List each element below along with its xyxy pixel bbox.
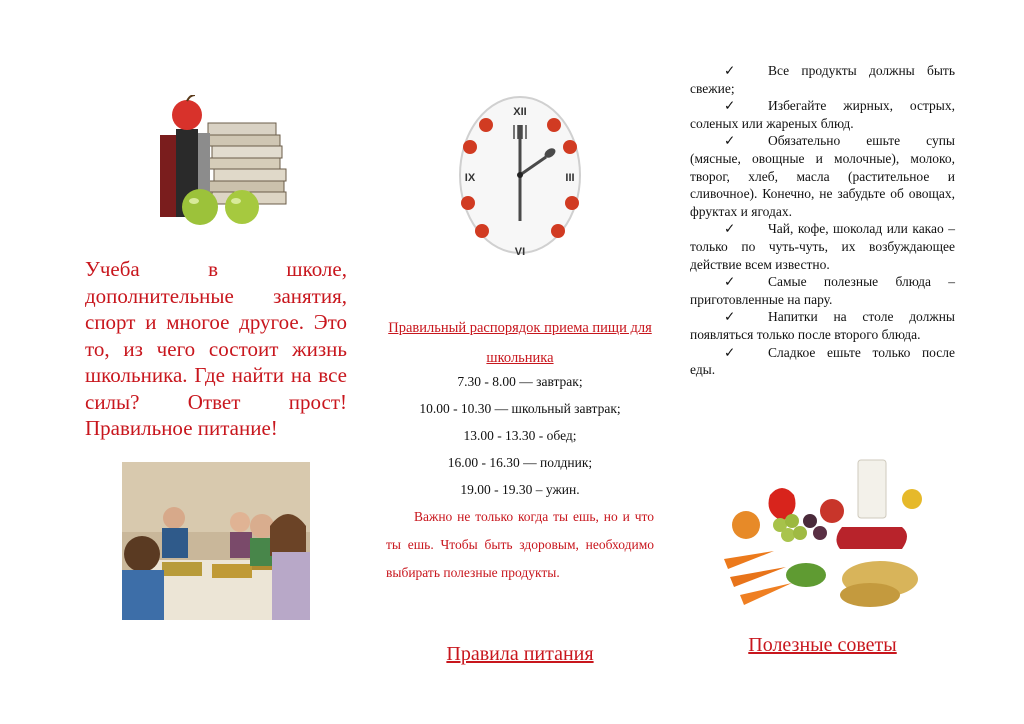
schedule-item: 19.00 - 19.30 – ужин. [460, 482, 580, 497]
tips-list [690, 62, 955, 379]
tip-text: Избегайте жирных, острых, соленых или жареных блюд. [690, 98, 955, 131]
check-icon: ✓ [724, 344, 736, 360]
check-icon: ✓ [724, 221, 736, 237]
check-icon: ✓ [724, 63, 736, 78]
clock-numeral-xii: XII [513, 106, 527, 118]
check-icon: ✓ [724, 98, 736, 114]
students-at-lunch-photo [122, 462, 310, 620]
books-apples-illustration [150, 95, 300, 230]
left-panel [70, 0, 370, 724]
tip-item [690, 132, 955, 220]
intro-text: Учеба в школе, дополнительные занятия, спорт и многое другое. Это то, из чего состоит жизнь школьника. Где найти на все силы? Ответ прост! Правильное питание! [85, 257, 347, 440]
schedule-item: 16.00 - 16.30 — полдник; [447, 455, 593, 470]
check-icon: ✓ [724, 133, 736, 149]
tip-text: Обязательно ешьте супы (мясные, овощные и молочные), молоко, творог, хлеб, масла (растительное и сливочное). Конечно, не забудьте об овощах, фруктах и ягодах. [690, 133, 955, 219]
meal-schedule-list [380, 368, 660, 503]
clock-numeral-ix: IX [464, 172, 476, 184]
tip-text: Самые полезные блюда – приготовленные на пару. [690, 274, 955, 307]
tip-item [690, 344, 955, 379]
tip-item [690, 308, 955, 343]
clock-numeral-vi: VI [514, 246, 526, 258]
tip-item [690, 273, 955, 308]
healthy-food-illustration [720, 455, 930, 610]
tip-text: Чай, кофе, шоколад или какао – только по чуть-чуть, их возбуждающее действие всем известно. [690, 221, 955, 272]
nutrition-rules-title: Правила питания [446, 643, 594, 665]
clock-numeral-iii: III [565, 172, 575, 184]
schedule-item: 13.00 - 13.30 - обед; [463, 428, 577, 443]
healthy-choice-note: Важно не только когда ты ешь, но и что ты ешь. Чтобы быть здоровым, необходимо выбирать полезные продукты. [386, 509, 654, 580]
check-icon: ✓ [724, 309, 736, 325]
tip-item [690, 62, 955, 97]
tip-text: Напитки на столе должны появляться только после второго блюда. [690, 309, 955, 342]
middle-panel [380, 0, 660, 724]
schedule-item: 10.00 - 10.30 — школьный завтрак; [419, 401, 621, 416]
right-panel [685, 0, 960, 724]
tip-item [690, 220, 955, 273]
tomato-clock-illustration [458, 95, 583, 265]
tip-item [690, 97, 955, 132]
schedule-item: 7.30 - 8.00 — завтрак; [457, 374, 583, 389]
tip-text: Все продукты должны быть свежие; [690, 63, 955, 96]
check-icon: ✓ [724, 274, 736, 290]
schedule-title: Правильный распорядок приема пищи для школьника [388, 320, 652, 366]
tip-text: Сладкое ешьте только после еды. [690, 344, 955, 378]
useful-tips-title: Полезные советы [748, 634, 897, 656]
